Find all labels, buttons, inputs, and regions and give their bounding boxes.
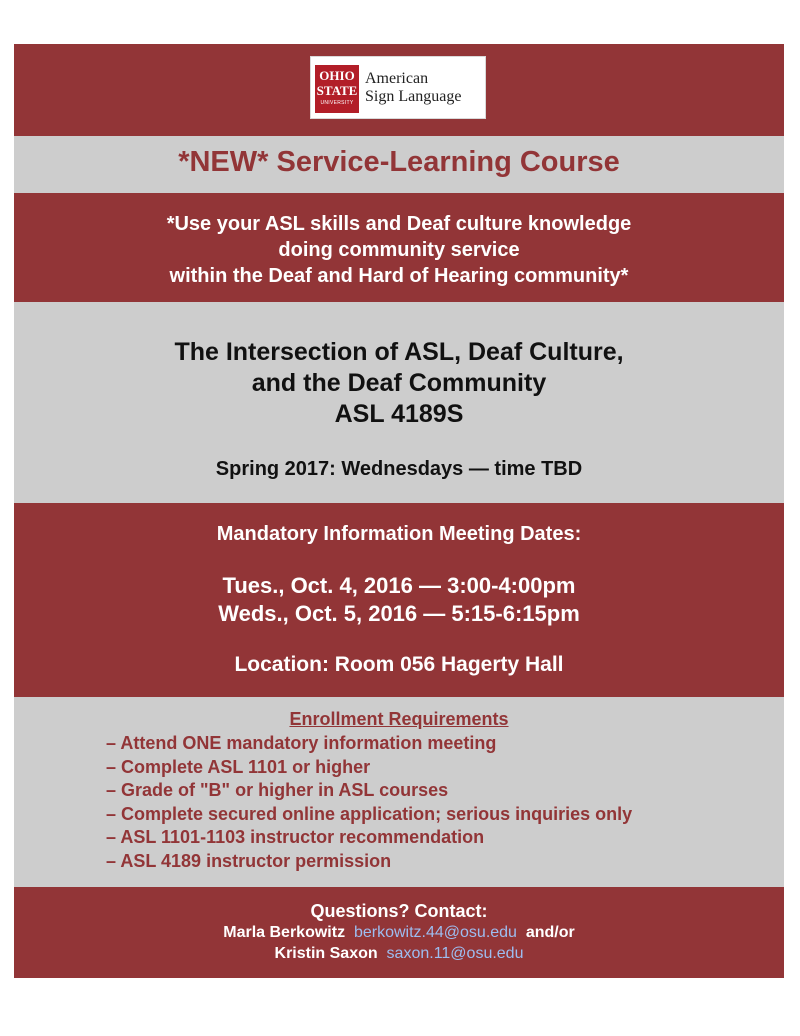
requirement-item: – Grade of "B" or higher in ASL courses <box>106 780 449 800</box>
ohio-state-seal <box>315 65 359 113</box>
contact-row <box>14 943 784 964</box>
requirements-heading: Enrollment Requirements <box>289 709 509 729</box>
flyer <box>14 44 784 978</box>
new-course-title: *NEW* Service-Learning Course <box>178 146 620 178</box>
seal-line-2: STATE <box>316 83 358 98</box>
course-code: ASL 4189S <box>334 400 464 428</box>
course-term: Spring 2017: Wednesdays — time TBD <box>215 458 583 480</box>
requirement-item: – Complete ASL 1101 or higher <box>106 756 371 777</box>
tagline-line-3: within the Deaf and Hard of Hearing community* <box>169 265 629 287</box>
meetings-band <box>14 503 784 697</box>
seal-line-1: OHIO <box>319 68 355 83</box>
requirement-item: – Attend ONE mandatory information meeting <box>106 733 497 753</box>
requirement-item: – ASL 1101-1103 instructor recommendation <box>106 827 485 847</box>
contact-band <box>14 887 784 978</box>
meeting-date: Tues., Oct. 4, 2016 — 3:00-4:00pm <box>222 573 576 598</box>
contact-email-link[interactable]: saxon.11@osu.edu <box>386 945 524 962</box>
contact-name: Kristin Saxon <box>274 945 378 962</box>
meetings-heading: Mandatory Information Meeting Dates: <box>216 523 582 545</box>
tagline-line-1: *Use your ASL skills and Deaf culture knowledge <box>166 213 632 235</box>
meeting-date: Weds., Oct. 5, 2016 — 5:15-6:15pm <box>218 601 580 626</box>
requirement-item: – Complete secured online application; serious inquiries only <box>106 803 633 824</box>
seal-line-3: UNIVERSITY <box>320 100 354 106</box>
course-title-line-1: The Intersection of ASL, Deaf Culture, <box>174 338 624 366</box>
logo-name-line-2: Sign Language <box>365 88 462 105</box>
contact-heading: Questions? Contact: <box>310 901 488 921</box>
osu-asl-logo <box>310 56 486 119</box>
course-title-line-2: and the Deaf Community <box>251 369 547 397</box>
logo-band <box>14 44 784 136</box>
logo-name-line-1: American <box>365 70 429 87</box>
tagline-line-2: doing community service <box>278 239 520 261</box>
requirements-list <box>106 732 784 873</box>
contact-conjunction: and/or <box>525 924 575 941</box>
logo-text <box>365 70 461 106</box>
tagline-band <box>14 193 784 302</box>
contact-email-link[interactable]: berkowitz.44@osu.edu <box>353 924 517 941</box>
contact-name: Marla Berkowitz <box>223 924 346 941</box>
contact-row <box>14 922 784 943</box>
new-course-band <box>14 136 784 193</box>
meeting-location: Location: Room 056 Hagerty Hall <box>234 653 564 676</box>
course-band <box>14 302 784 503</box>
requirement-item: – ASL 4189 instructor permission <box>106 850 392 871</box>
meeting-dates <box>14 572 784 628</box>
requirements-band <box>14 697 784 887</box>
